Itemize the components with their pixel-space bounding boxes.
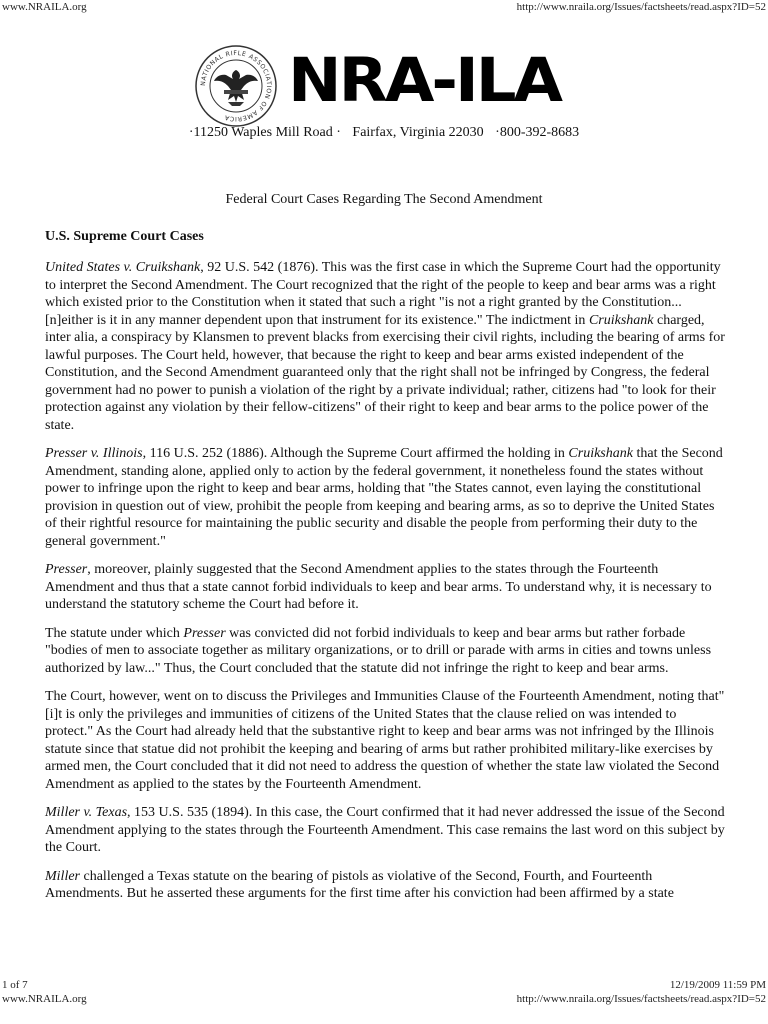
paragraph <box>45 259 725 434</box>
header-url[interactable]: http://www.nraila.org/Issues/factsheets/read.aspx?ID=52 <box>516 1 766 13</box>
paragraph-text: , 116 U.S. 252 (1886). Although the Supreme Court affirmed the holding in <box>142 446 569 461</box>
section-heading: U.S. Supreme Court Cases <box>45 229 204 244</box>
phone-number: ·800-392-8683 <box>495 125 580 140</box>
case-name: Presser <box>183 625 226 641</box>
case-name: United States v. Cruikshank <box>45 260 201 275</box>
case-name: Cruikshank <box>588 312 654 328</box>
seal-text: NATIONAL RIFLE ASSOCIATION OF AMERICA <box>199 49 273 123</box>
document-title: Federal Court Cases Regarding The Second Amendment <box>225 192 543 207</box>
nra-ila-wordmark: NRA-ILA <box>288 46 561 117</box>
footer-site: www.NRAILA.org <box>2 993 87 1005</box>
header-site: www.NRAILA.org <box>2 1 87 13</box>
paragraph-text: , moreover, plainly suggested that the Second Amendment applies to the states through the Fourteenth Amendment and thus that a state cannot forbid individuals to keep and bear arms. To understand why, it is necessary to understand the statutory scheme the Court had before it. <box>45 562 712 612</box>
paragraph-text: charged, inter alia, a conspiracy by Klansmen to prevent blacks from exercising their civil rights, including the bearing of arms for lawful purposes. The Court held, however, that because the right to keep and bear arms existed independent of the Constitution, and the Second Amendment guaranteed only that the right shall not be infringed by Congress, the federal government had no power to punish a violation of the right by a private individual; rather, citizens had "to look for their protection against any violation by their fellow-citizens" of their right to keep and bear arms to the police power of the state. <box>45 312 725 433</box>
paragraph-text: , 92 U.S. 542 (1876). This was the first case in which the Supreme Court had the opportunity to interpret the Second Amendment. The Court recognized that the right of the people to keep and bear arms was a right which existed prior to the Constitution when it stated that such a right "is not a right granted by the Constitution...[n]either is it in any manner dependent upon that instrument for its existence." The indictment in <box>45 260 721 328</box>
paragraph-text: that the Second Amendment, standing alone, applied only to action by the federal government, it nonetheless found the states without power to infringe upon the right to keep and bear arms, holding that "the States cannot, even laying the constitutional provision in question out of view, prohibit the people from keeping and bearing arms, as so to deprive the United States of their rightful resource for maintaining the public security and disable the people from performing their duty to the general government." <box>45 446 723 549</box>
address-line <box>0 125 768 141</box>
paragraph <box>45 804 725 857</box>
paragraph-text: challenged a Texas statute on the bearing of pistols as violative of the Second, Fourth, and Fourteenth Amendments. But he asserted these arguments for the first time after his conviction had been affirmed by a state <box>45 868 674 901</box>
case-name: Miller <box>45 868 80 884</box>
case-name: Presser <box>45 562 88 577</box>
paragraph <box>45 625 725 678</box>
case-name: Cruikshank <box>568 446 633 461</box>
eagle-seal-icon <box>194 44 278 128</box>
paragraph-text: The statute under which <box>45 625 184 641</box>
paragraph-text: was convicted did not forbid individuals to keep and bear arms but rather forbade "bodies of men to associate together as military organizations, or to drill or parade with arms in cities and towns unless authorized by law..." Thus, the Court concluded that the statute did not infringe the right to keep and bear arms. <box>45 625 712 676</box>
case-name: Presser v. Illinois <box>45 446 143 461</box>
footer-date: 12/19/2009 11:59 PM <box>669 979 766 991</box>
nra-ila-logo <box>194 44 584 126</box>
paragraph <box>45 868 725 903</box>
paragraph-text: , 153 U.S. 535 (1894). In this case, the Court confirmed that it had never addressed the issue of the Second Amendment applying to the states through the Fourteenth Amendment. This case remains the last word on this subject by the Court. <box>45 805 725 855</box>
city-address: Fairfax, Virginia 22030 <box>352 125 484 140</box>
paragraph <box>45 688 725 793</box>
case-name: Miller v. Texas <box>45 805 128 820</box>
paragraph-text: The Court, however, went on to discuss the Privileges and Immunities Clause of the Fourteenth Amendment, noting that" [i]t is only the privileges and immunities of citizens of the United States that the clause relied on was intended to protect." As the Court had already held that the substantive right to keep and bear arms was not infringed by the Illinois statute since that statue did not prohibit the keeping and bearing of arms but rather prohibited military-like exercises by armed men, the Court concluded that it did not need to address the question of whether the state law violated the Second Amendment as applied to the states by the Fourteenth Amendment. <box>45 689 725 792</box>
document-body <box>45 259 725 914</box>
footer-url[interactable]: http://www.nraila.org/Issues/factsheets/read.aspx?ID=52 <box>516 993 766 1005</box>
paragraph <box>45 445 725 550</box>
street-address: ·11250 Waples Mill Road · <box>188 125 341 140</box>
paragraph <box>45 561 725 614</box>
footer-page-number: 1 of 7 <box>2 979 28 991</box>
